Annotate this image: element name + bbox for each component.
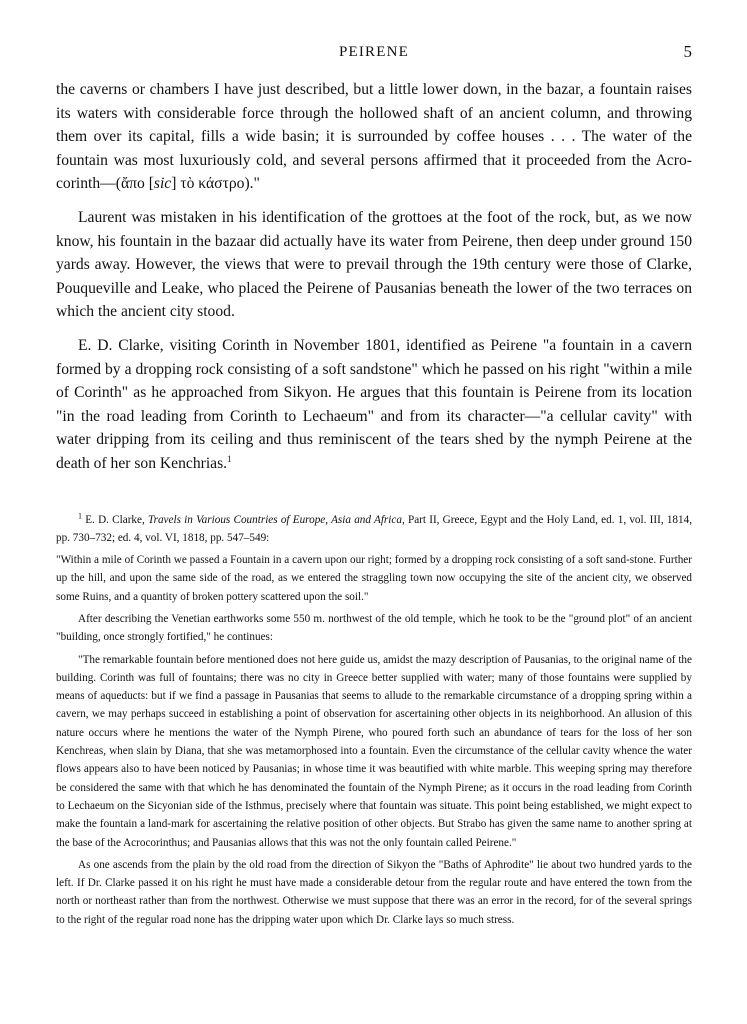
- paragraph-1: the caverns or chambers I have just described, but a little lower down, in the bazar, a fountain raises its waters with considerable force through the hollowed shaft of an ancient column, and throwing them over its capital, fills a wide basin; it is surrounded by coffee houses . . . The water of the fountain was most luxuriously cold, and several persons affirmed that it proceeded from the Acro-corinth—(ἄπο [sic] τὸ κάστρο).": [56, 81, 692, 193]
- footnote-quote-2: "The remarkable fountain before mentioned does not here guide us, amidst the mazy description of Pausanias, to the original name of the building. Corinth was full of fountains; there was no city in Greece better supplied with water; many of those fountains were supplied by means of aqueducts: but if we find a passage in Pausanias that seems to allude to the remarkable circumstance of a dropping spring within a cavern, we may perhaps succeed in establishing a point of observation for ascertaining other objects in its neighborhood. An allusion of this nature occurs where he mentions the water of the Nymph Pirene, who poured forth such an abundance of tears for the loss of her son Kenchreas, when slain by Diana, that she was metamorphosed into a fountain. Even the circumstance of the cellular cavity whence the water flows appears also to have been noticed by Pausanias; in whose time it was beautified with white marble. This weeping spring may therefore be considered the same with that which he has denominated the fountain of the Nymph Pirene; as it occurs in the road leading from Corinth to Lechaeum on the Sicyonian side of the Isthmus, precisely where that fountain was situate. This point being established, we might expect to make the fountain a land-mark for ascertaining the relative position of other objects. But Strabo has given the same name to another spring at the base of the Acrocorinthus; and Pausanias allows that this was not the only fountain called Peirene.": [56, 653, 692, 849]
- footnote-1-citation: , Part II, Greece, Egypt and the Holy Land, ed. 1, vol. III, 1814, pp. 730–732; ed. 4, vol. VI, 1818, pp. 547–549:: [56, 513, 693, 544]
- running-head: [56, 44, 692, 70]
- footnote-1-author: E. D. Clarke,: [85, 513, 148, 526]
- greek-text-b: τὸ κάστρο: [180, 175, 245, 193]
- footnotes: [56, 511, 692, 930]
- footnote-reference: 1: [227, 453, 232, 464]
- body-text: [56, 78, 692, 476]
- running-title: PEIRENE: [338, 44, 410, 60]
- page: [56, 44, 692, 929]
- greek-text-a: ἄπο: [120, 175, 145, 193]
- footnote-quote-1: "Within a mile of Corinth we passed a Fountain in a cavern upon our right; formed by a dropping rock consisting of a soft sand-stone. Further up the hill, and upon the same side of the road, as we entered the straggling town now occupying the site of the ancient city, we observed some Ruins, and a quantity of broken pottery scattered upon the soil.": [56, 554, 692, 603]
- footnote-1: [56, 511, 692, 548]
- page-number: 5: [683, 42, 692, 61]
- footnote-paragraph-1: After describing the Venetian earthworks some 550 m. northwest of the old temple, which he took to be the "ground plot" of an ancient "building, once strongly fortified," he continues:: [56, 612, 692, 644]
- paragraph-3-text: E. D. Clarke, visiting Corinth in November 1801, identified as Peirene "a fountain in a cavern formed by a dropping rock consisting of a soft sandstone" which he passed on his right "within a mile of Corinth" as he approached from Sikyon. He argues that this fountain is Peirene from its location "in the road leading from Corinth to Lechaeum" and from its character—"a cellular cavity" with water dripping from its ceiling and thus reminiscent of the tears shed by the nymph Peirene at the death of her son Kenchrias.: [56, 336, 692, 472]
- sic-mark: sic: [153, 175, 172, 193]
- paragraph-1-text: the caverns or chambers I have just described, but a little lower down, in the bazar, a fountain raises its waters with considerable force through the hollowed shaft of an ancient column, and throwing them over its capital, fills a wide basin; it is surrounded by coffee houses . . . The water of the fountain was most luxuriously cold, and several persons affirmed that it proceeded from the Acro-corinth—(: [56, 81, 692, 193]
- paragraph-3: [56, 334, 692, 476]
- footnote-1-mark: 1: [78, 510, 82, 520]
- paragraph-2: Laurent was mistaken in his identification of the grottoes at the foot of the rock, but, as we now know, his fountain in the bazaar did actually have its water from Peirene, then deep under ground 150 yards away. However, the views that were to prevail through the 19th century were those of Clarke, Pouqueville and Leake, who placed the Peirene of Pausanias beneath the lower of the two terraces on which the ancient city stood.: [56, 208, 692, 321]
- paragraph-1-tail: ).": [244, 175, 260, 193]
- footnote-1-title: Travels in Various Countries of Europe, Asia and Africa: [148, 513, 402, 526]
- footnote-paragraph-2: As one ascends from the plain by the old road from the direction of Sikyon the "Baths of Aphrodite" lie about two hundred yards to the left. If Dr. Clarke passed it on his right he must have made a considerable detour from the regular route and have entered the town from the north or northeast rather than from the northwest. Otherwise we must suppose that there was an error in the record, for of the several springs to the right of the regular road none has the dripping water upon which Dr. Clarke lays so much stress.: [56, 858, 692, 926]
